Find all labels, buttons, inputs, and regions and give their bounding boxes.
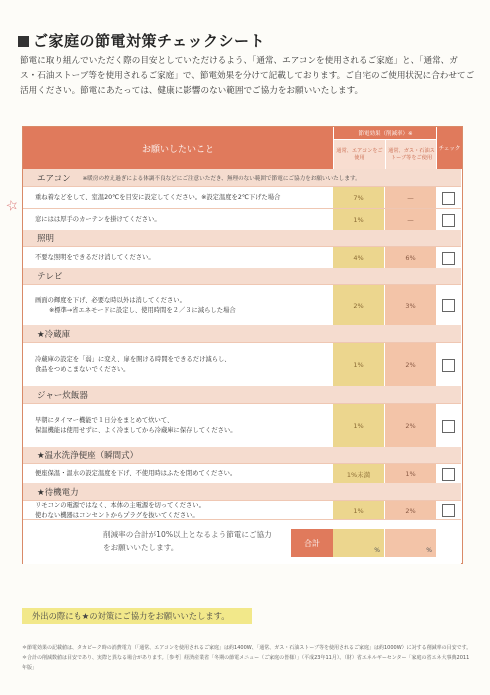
check-cell [436, 247, 461, 269]
check-sheet [22, 126, 463, 564]
category-tv [23, 268, 461, 284]
footnote: ＊節電効果の記載値は、タカビーク時の消費電力（「通常、エアコンを使用されるご家庭」は約1400W、「通常、ガス・石油ストーブ等を使用されるご家庭」は約1000W）に対する削減率の目安です。＊合計の削減数値は目安であり、実際と異なる場合があります。［参考］経済産業省「冬期の節電メニュー（ご家庭の皆様）」（平成23年11月）、（財）省エネルギーセンター「家庭の省エネ大事典2011年版」 [22, 645, 472, 671]
checkbox[interactable] [442, 504, 455, 517]
header-check-col: チェック [436, 127, 462, 169]
total-message: 削減率の合計が10%以上となるよう節電にご協力をお願いいたします。 [103, 530, 272, 552]
category-name: ★待機電力 [37, 487, 79, 498]
checkbox[interactable] [442, 214, 455, 227]
total-aircon-field[interactable]: % [333, 529, 384, 557]
row-text: 早朝にタイマー機能で１日分をまとめて炊いて、 保温機能は使用せずに、よく冷ましてから冷蔵庫に保存してください。 [35, 417, 237, 434]
header-main: お願いしたいこと [23, 127, 333, 169]
header-aircon-col: 通常、エアコンをご使用 [333, 139, 385, 170]
category-name: テレビ [37, 272, 63, 282]
aircon-value: 1% [333, 209, 384, 231]
aircon-value: 1% [333, 501, 384, 520]
table-row [23, 342, 461, 387]
total-label: 合計 [291, 529, 333, 557]
stove-value: 2% [385, 343, 436, 387]
aircon-value: 1% [333, 343, 384, 387]
intro-text: 節電に取り組んでいただく際の目安としていただけるよう、「通常、エアコンを使用されるご家庭」と、「通常、ガス・石油ストーブ等を使用されるご家庭」で、節電効果を分けて記載しております。ご自宅のご使用状況に合わせてご活用ください。節電にあたっては、健康に影響のない範囲でご協力をお願いいたします。 [20, 56, 475, 96]
stove-value: — [385, 187, 436, 209]
category-aircon [23, 169, 461, 186]
sheet-header [23, 127, 461, 169]
check-cell [436, 404, 461, 448]
table-row [23, 463, 461, 484]
header-effect: 節電効果（削減率）※ [333, 127, 437, 139]
stove-value: 1% [385, 464, 436, 484]
table-row [23, 186, 461, 209]
table-row [23, 208, 461, 231]
total-section [23, 519, 461, 564]
stove-value: 3% [385, 285, 436, 326]
stove-value: — [385, 209, 436, 231]
stove-value: 6% [385, 247, 436, 269]
aircon-value: 4% [333, 247, 384, 269]
check-cell [436, 209, 461, 231]
category-note: ※暖房の控え過ぎによる体調不良などにご注意いただき、無理のない範囲で節電にご協力をお願いいたします。 [82, 175, 361, 182]
stove-value: 2% [385, 501, 436, 520]
table-row [23, 284, 461, 326]
row-text: 画面の輝度を下げ、必要な時以外は消してください。 ※標準→省エネモードに設定し、使用時間を２／３に減らした場合 [35, 296, 236, 314]
category-rice-cooker [23, 386, 461, 403]
table-row [23, 246, 461, 269]
aircon-value: 1%未満 [333, 464, 384, 484]
category-name: ★温水洗浄便座（瞬間式） [37, 451, 139, 461]
check-cell [436, 285, 461, 326]
page-title-text: ご家庭の節電対策チェックシート [33, 32, 266, 50]
table-row [23, 500, 461, 520]
category-standby-power [23, 483, 461, 500]
square-bullet-icon [18, 36, 29, 47]
page-title [18, 30, 265, 51]
check-cell [436, 464, 461, 484]
row-text: リモコンの電源ではなく、本体の主電源を切ってください。 使わない機器はコンセントからプラグを抜いてください。 [35, 501, 205, 519]
row-text: 窓にはは厚手のカーテンを掛けてください。 [35, 216, 161, 223]
category-name: エアコン [37, 173, 71, 184]
category-name: ジャー炊飯器 [37, 390, 88, 401]
checkbox[interactable] [442, 420, 455, 433]
category-toilet-seat [23, 447, 461, 463]
check-cell [436, 187, 461, 209]
row-text: 重ね着などをして、室温20℃を目安に設定してください。※設定温度を2℃下げた場合 [35, 194, 281, 201]
table-row [23, 403, 461, 448]
checkbox[interactable] [442, 468, 455, 481]
category-name: ★冷蔵庫 [37, 329, 71, 340]
aircon-value: 2% [333, 285, 384, 326]
category-fridge [23, 325, 461, 342]
total-stove-field[interactable]: % [385, 529, 436, 557]
check-cell [436, 343, 461, 387]
category-name: 照明 [37, 234, 55, 244]
star-pen-mark-icon: ☆ [4, 196, 21, 216]
check-cell [436, 501, 461, 520]
row-text: 便座保温・温水の設定温度を下げ、不使用時はふたを閉めてください。 [35, 470, 237, 477]
checkbox[interactable] [442, 359, 455, 372]
checkbox[interactable] [442, 192, 455, 205]
checkbox[interactable] [442, 299, 455, 312]
row-text: 不要な照明をできるだけ消してください。 [35, 254, 155, 261]
category-lighting [23, 230, 461, 246]
checkbox[interactable] [442, 252, 455, 265]
aircon-value: 1% [333, 404, 384, 448]
stove-value: 2% [385, 404, 436, 448]
aircon-value: 7% [333, 187, 384, 209]
header-stove-col: 通常、ガス・石油ストーブ等をご使用 [385, 139, 437, 170]
outing-note: 外出の際にも★の対策にご協力をお願いいたします。 [22, 608, 252, 624]
row-text: 冷蔵庫の設定を「弱」に変え、扉を開ける時間をできるだけ減らし、 食品をつめこまないでください。 [35, 356, 231, 373]
